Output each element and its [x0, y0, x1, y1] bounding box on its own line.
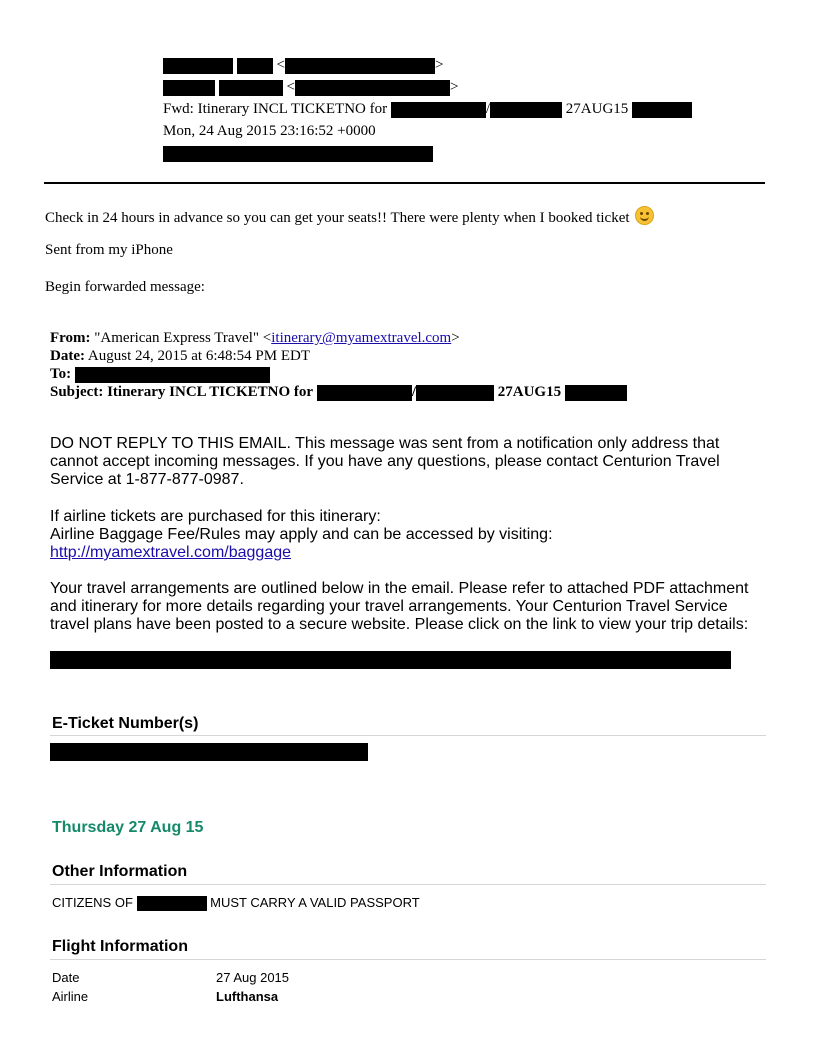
other-information-title: Other Information [52, 863, 188, 880]
fwd-subject-slash: / [411, 384, 416, 400]
fwd-subject-label: Subject: Itinerary INCL TICKETNO for [50, 384, 314, 400]
fwd-date-label: Date: [50, 348, 85, 364]
fwd-from-row [50, 329, 627, 347]
flight-airline-value: Lufthansa [216, 989, 279, 1004]
redacted-sender-surname [237, 58, 273, 74]
itinerary-day: Thursday 27 Aug 15 [52, 819, 204, 836]
flight-airline-label: Airline [52, 989, 89, 1004]
passport-notice [52, 895, 420, 911]
redacted-recipient-name [163, 80, 215, 96]
redacted-passenger-2 [490, 102, 562, 118]
smiling-face-icon [635, 206, 654, 225]
redacted-eticket-number [50, 743, 368, 761]
checkin-message [45, 206, 654, 227]
other-information-divider [50, 884, 766, 885]
baggage-line-2: Airline Baggage Fee/Rules may apply and can be accessed by visiting: [50, 526, 553, 543]
begin-forwarded: Begin forwarded message: [45, 279, 205, 295]
subject-text: Fwd: Itinerary INCL TICKETNO for [163, 101, 388, 117]
redacted-country [137, 896, 207, 911]
checkin-text: Check in 24 hours in advance so you can get your seats!! There were plenty when I booked ticket [45, 210, 630, 226]
redacted-fwd-passenger-1 [317, 385, 412, 401]
redacted-recipient-surname [219, 80, 283, 96]
sent-from: Sent from my iPhone [45, 242, 173, 258]
flight-information-divider [50, 959, 766, 960]
redacted-attachment[interactable] [163, 146, 433, 162]
eticket-title: E-Ticket Number(s) [52, 715, 199, 732]
citizens-prefix: CITIZENS OF [52, 895, 133, 910]
travel-arrangements-paragraph: Your travel arrangements are outlined below in the email. Please refer to attached PDF attachment and itinerary for more details regarding your travel arrangements. Your Centurion Travel Service travel plans have been posted to a secure website. Please click on the link to view your trip details: [50, 580, 749, 633]
redacted-sender-email [285, 58, 435, 74]
fwd-date-value: August 24, 2015 at 6:48:54 PM EDT [87, 348, 311, 364]
fwd-from-close: > [451, 330, 460, 346]
fwd-from-email-link[interactable]: itinerary@myamextravel.com [271, 330, 452, 346]
flight-date-label: Date [52, 970, 80, 985]
flight-information-title: Flight Information [52, 938, 188, 955]
redacted-passenger-1 [391, 102, 486, 118]
redacted-destination [632, 102, 692, 118]
eticket-divider [50, 735, 766, 736]
redacted-fwd-recipient [75, 367, 270, 383]
fwd-from-label: From: [50, 330, 91, 346]
fwd-to-label: To: [50, 366, 72, 382]
fwd-date-row [50, 347, 627, 365]
baggage-link[interactable]: http://myamextravel.com/baggage [50, 544, 292, 561]
baggage-line-1: If airline tickets are purchased for this itinerary: [50, 508, 381, 525]
header-divider [44, 182, 765, 184]
fwd-subject-row [50, 383, 627, 401]
flight-date-value: 27 Aug 2015 [216, 970, 290, 985]
redacted-sender-name [163, 58, 233, 74]
no-reply-paragraph: DO NOT REPLY TO THIS EMAIL. This message was sent from a notification only address that cannot accept incoming messages. If you have any questions, please contact Centurion Travel Service at 1-877-877-0987. [50, 435, 720, 488]
baggage-paragraph [50, 508, 770, 562]
forwarded-header [50, 329, 627, 401]
redacted-recipient-email [295, 80, 450, 96]
redacted-fwd-destination [565, 385, 627, 401]
date-value: Mon, 24 Aug 2015 23:16:52 +0000 [163, 123, 376, 139]
subject-date: 27AUG15 [565, 101, 629, 117]
fwd-subject-date: 27AUG15 [497, 384, 562, 400]
subject-slash: / [485, 101, 491, 117]
redacted-fwd-passenger-2 [416, 385, 494, 401]
citizens-suffix: MUST CARRY A VALID PASSPORT [210, 895, 420, 910]
fwd-to-row [50, 365, 627, 383]
fwd-from-name: "American Express Travel" < [94, 330, 272, 346]
redacted-trip-link[interactable] [50, 651, 731, 669]
